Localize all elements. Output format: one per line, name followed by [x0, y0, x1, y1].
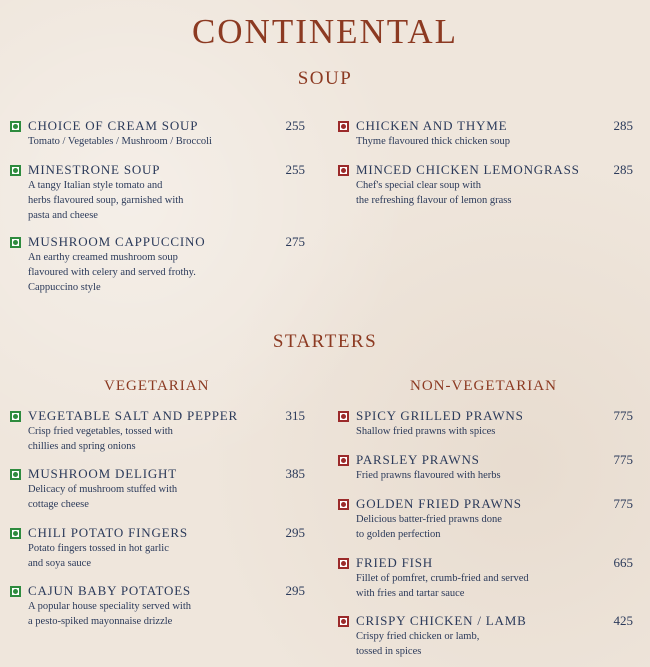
item-price: 295: [285, 525, 305, 540]
non-veg-icon: [338, 616, 349, 627]
veg-icon: [10, 237, 21, 248]
item-name: CHICKEN AND THYME: [356, 118, 508, 133]
veg-icon: [10, 528, 21, 539]
item-description: Fried prawns flavoured with herbs: [356, 470, 501, 481]
veg-icon: [10, 469, 21, 480]
starters-heading: STARTERS: [272, 331, 378, 352]
item-name: CAJUN BABY POTATOES: [28, 583, 191, 598]
item-price: 425: [613, 613, 633, 628]
item-description: Crispy fried chicken or lamb, tossed in spices: [356, 631, 480, 657]
item-name: MUSHROOM CAPPUCCINO: [28, 234, 206, 249]
veg-icon: [10, 165, 21, 176]
item-name: FRIED FISH: [356, 555, 433, 570]
menu-title: CONTINENTAL: [191, 12, 459, 51]
item-name: MINESTRONE SOUP: [28, 162, 161, 177]
non-veg-icon: [338, 455, 349, 466]
vegetarian-heading: VEGETARIAN: [104, 378, 210, 394]
item-price: 255: [285, 118, 305, 133]
non-veg-icon: [338, 411, 349, 422]
item-price: 315: [285, 408, 305, 423]
menu-item: [338, 162, 633, 208]
menu-item: [338, 452, 633, 483]
item-description: Delicious batter-fried prawns done to golden perfection: [356, 514, 502, 540]
veg-icon: [10, 411, 21, 422]
item-description: A popular house speciality served with a pesto-spiked mayonnaise drizzle: [28, 601, 192, 627]
non-veg-icon: [338, 165, 349, 176]
veg-icon: [10, 586, 21, 597]
item-description: Fillet of pomfret, crumb-fried and served with fries and tartar sauce: [356, 573, 529, 599]
item-description: An earthy creamed mushroom soup flavoured with celery and served frothy. Cappuccino style: [28, 252, 196, 293]
item-price: 295: [285, 583, 305, 598]
item-description: Tomato / Vegetables / Mushroom / Broccoli: [28, 136, 212, 147]
non-veg-icon: [338, 558, 349, 569]
item-description: A tangy Italian style tomato and herbs flavoured soup, garnished with pasta and cheese: [28, 180, 184, 221]
menu-item: [10, 466, 305, 512]
item-name: PARSLEY PRAWNS: [356, 452, 480, 467]
item-price: 285: [613, 118, 633, 133]
item-name: MINCED CHICKEN LEMONGRASS: [356, 162, 580, 177]
item-price: 275: [285, 234, 305, 249]
non-veg-icon: [338, 121, 349, 132]
soup-heading: SOUP: [297, 68, 353, 89]
item-name: GOLDEN FRIED PRAWNS: [356, 496, 522, 511]
item-name: VEGETABLE SALT AND PEPPER: [28, 408, 239, 423]
menu-item: [10, 583, 305, 629]
item-name: CHILI POTATO FINGERS: [28, 525, 188, 540]
item-description: Chef's special clear soup with the refreshing flavour of lemon grass: [356, 180, 512, 206]
item-price: 385: [285, 466, 305, 481]
menu-item: [10, 525, 305, 571]
item-description: Shallow fried prawns with spices: [356, 426, 496, 437]
non-vegetarian-heading: NON-VEGETARIAN: [410, 378, 557, 394]
item-price: 285: [613, 162, 633, 177]
non-veg-icon: [338, 499, 349, 510]
veg-icon: [10, 121, 21, 132]
menu-item: [338, 408, 633, 439]
item-name: CRISPY CHICKEN / LAMB: [356, 613, 527, 628]
item-description: Potato fingers tossed in hot garlic and soya sauce: [28, 543, 169, 569]
menu-item: [338, 613, 633, 659]
menu-item: [10, 408, 305, 454]
item-name: CHOICE OF CREAM SOUP: [28, 118, 199, 133]
item-description: Delicacy of mushroom stuffed with cottage cheese: [28, 484, 178, 510]
item-price: 665: [613, 555, 633, 570]
item-description: Crisp fried vegetables, tossed with chillies and spring onions: [28, 426, 173, 452]
item-price: 255: [285, 162, 305, 177]
menu-item: [338, 555, 633, 601]
item-name: MUSHROOM DELIGHT: [28, 466, 177, 481]
item-price: 775: [613, 452, 633, 467]
menu-item: [338, 496, 633, 542]
menu-item: [10, 234, 305, 295]
menu-item: [338, 118, 633, 149]
menu-item: [10, 118, 305, 149]
item-name: SPICY GRILLED PRAWNS: [356, 408, 524, 423]
item-price: 775: [613, 408, 633, 423]
item-description: Thyme flavoured thick chicken soup: [356, 136, 510, 147]
item-price: 775: [613, 496, 633, 511]
menu-item: [10, 162, 305, 223]
